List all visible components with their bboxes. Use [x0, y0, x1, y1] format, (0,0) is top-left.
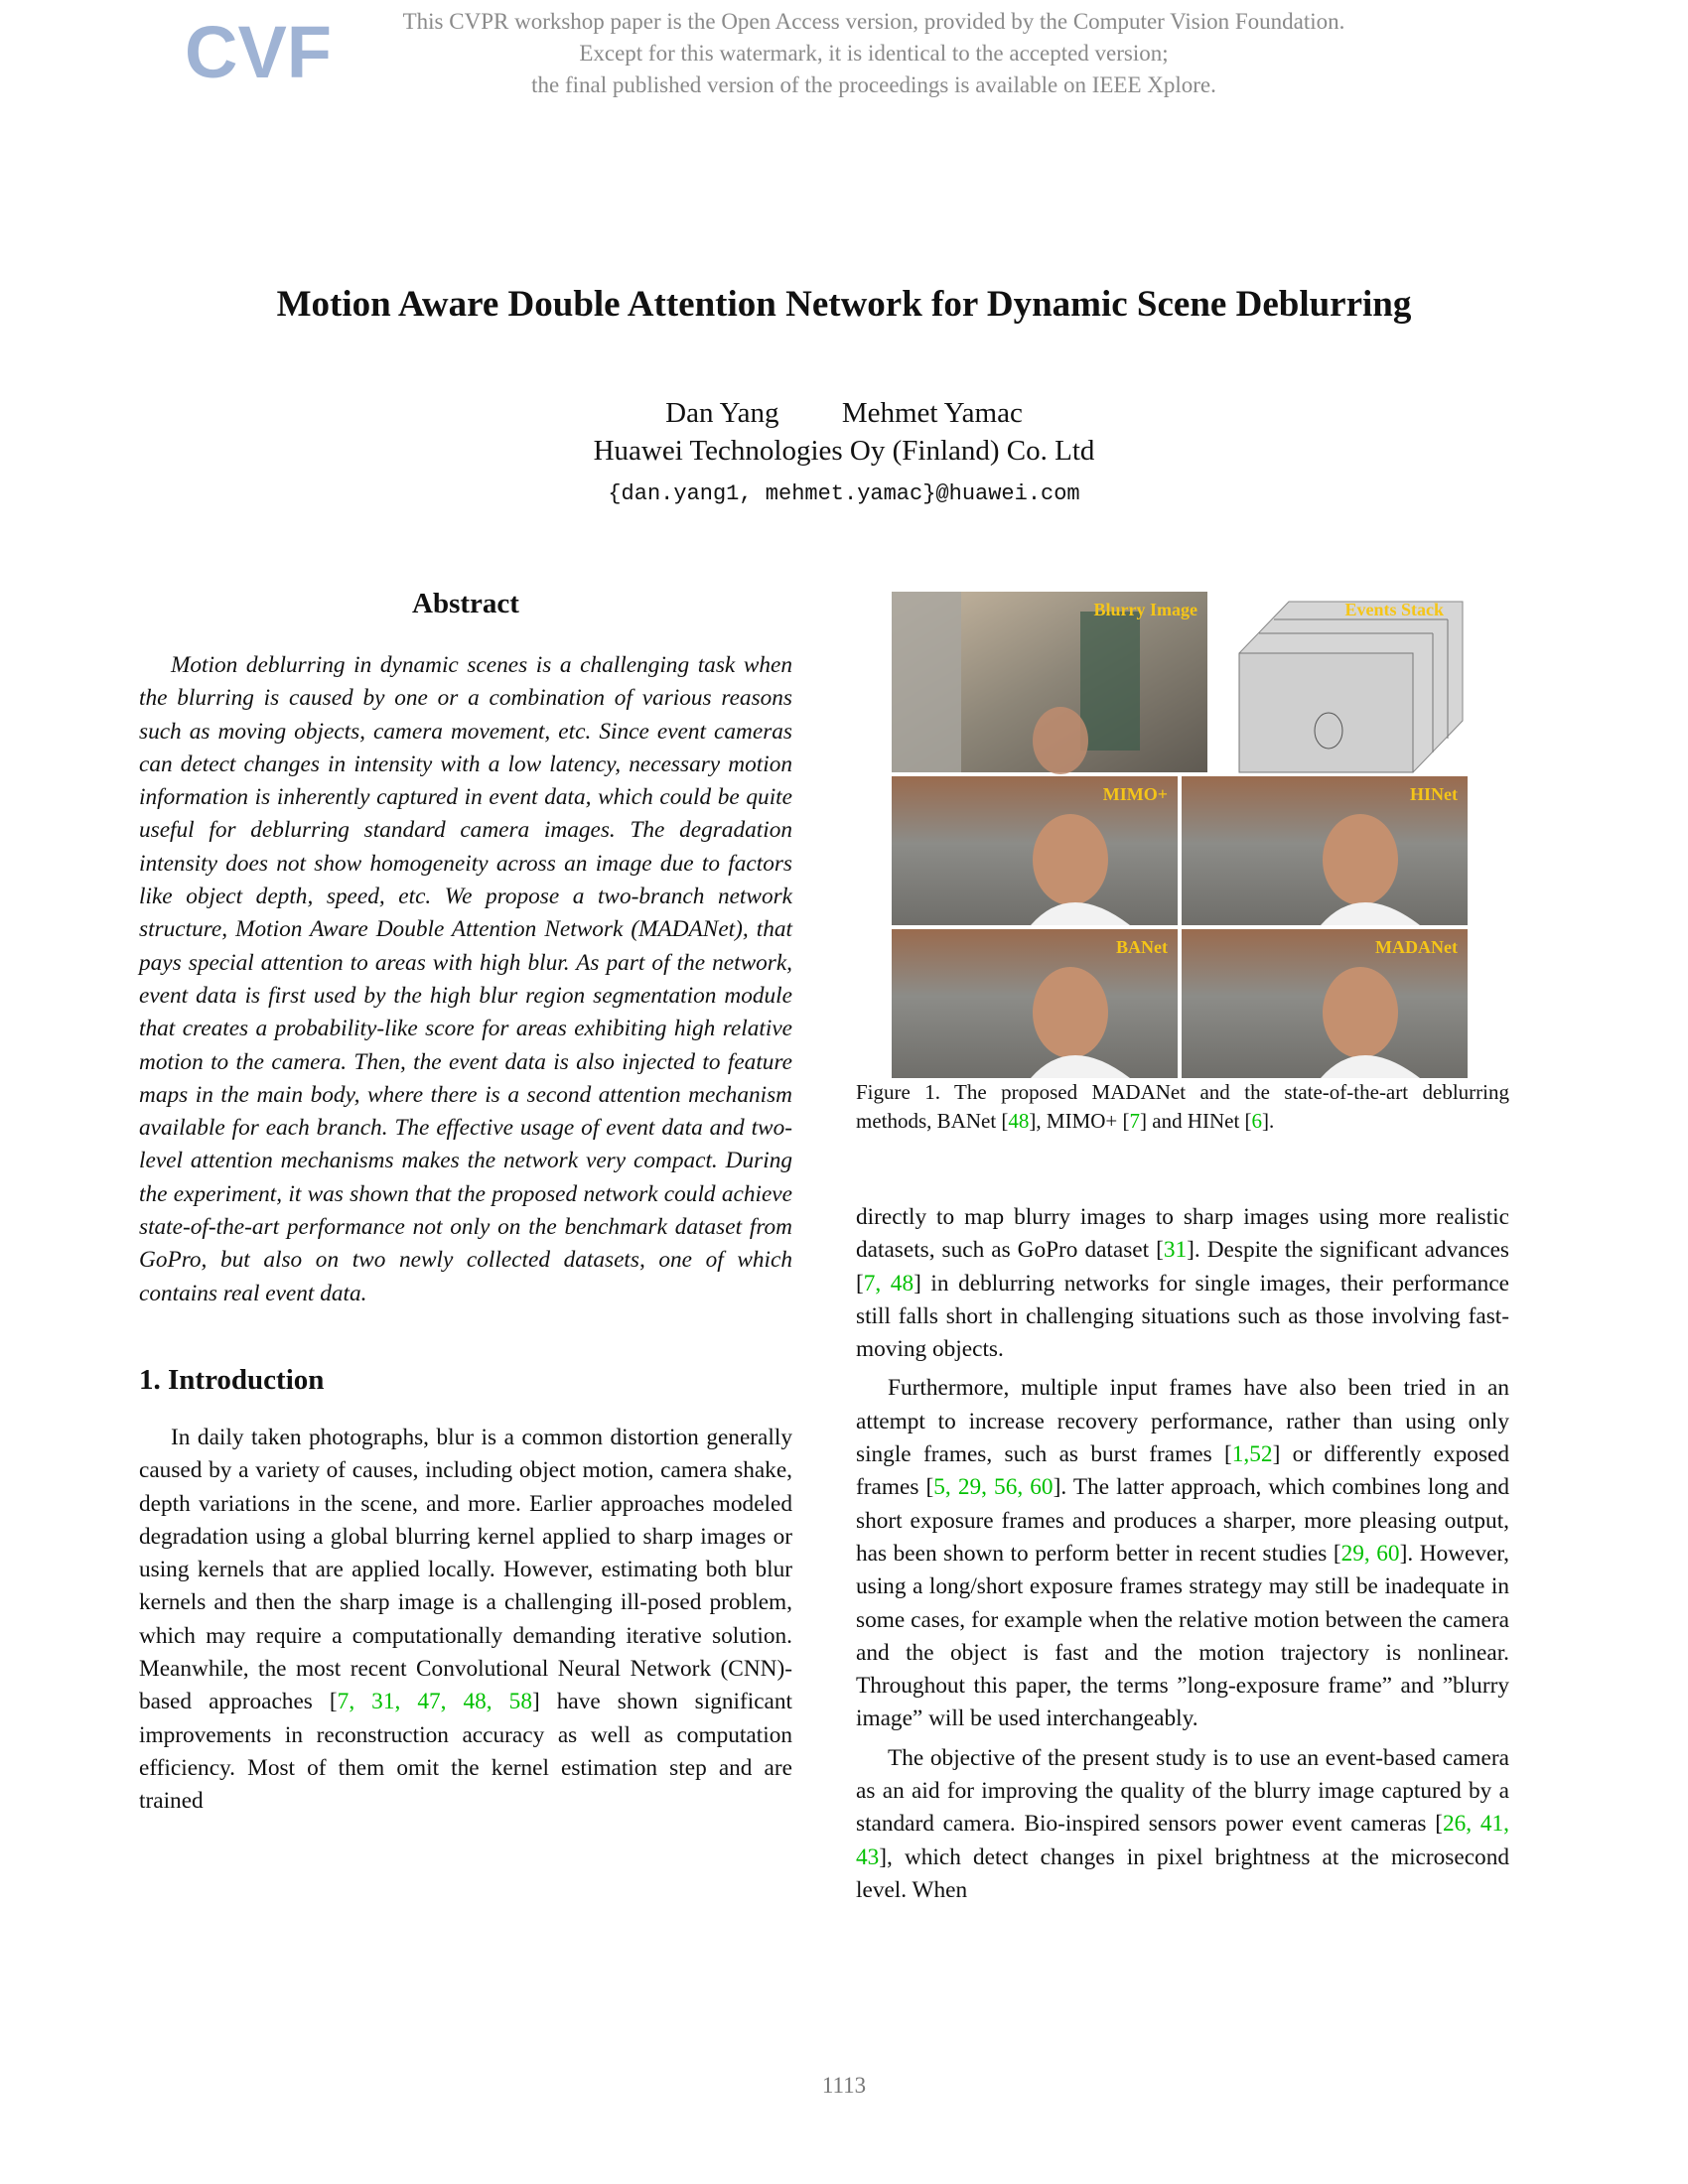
text-run: ]. The latter approach, which combines long and short exposure frames and produces a sharper, more pleasing output, has been shown to perform better in recent studies [ — [856, 1474, 1510, 1567]
cvf-logo — [185, 10, 332, 99]
text-run: Furthermore, multiple input frames have also been tried in an attempt to increase recovery performance, rather than using only single frames, such as burst frames [ — [856, 1375, 1509, 1468]
figure-1 — [892, 592, 1468, 1078]
citation-link[interactable]: 5, 29, 56, 60 — [933, 1474, 1054, 1501]
text-run: ], MIMO+ [ — [1029, 1109, 1130, 1133]
figure-1-image — [892, 592, 1468, 1078]
paper-title: Motion Aware Double Attention Network for Dynamic Scene Deblurring — [276, 284, 1412, 325]
text-run: ] in deblurring networks for single images, their performance still falls short in challenging situations such as those involving fast-moving objects. — [856, 1270, 1509, 1363]
watermark-line-2: Except for this watermark, it is identical to the accepted version; — [579, 41, 1169, 66]
banet-panel — [892, 929, 1178, 1078]
citation-link[interactable]: 31 — [1163, 1237, 1188, 1264]
author-1: Dan Yang — [665, 397, 779, 429]
hinet-label: HINet — [1410, 784, 1458, 804]
cvf-logo-text: CVF — [185, 11, 332, 93]
authors — [0, 397, 1688, 430]
text-run: ] and HINet [ — [1140, 1109, 1252, 1133]
hinet-panel — [1182, 776, 1468, 925]
text-run: In daily taken photographs, blur is a common distortion generally caused by a variety of causes, including object motion, camera shake, depth variations in the scene, and more. Earlier approaches modeled degradation using a global blurring kernel applied to sharp images or using kernels that are applied locally. However, estimating both blur kernels and then the sharp image is a challenging ill-posed problem, which may require a computationally demanding iterative solution. Meanwhile, the most recent Convolutional Neural Network (CNN)-based approaches [ — [139, 1424, 792, 1715]
madanet-panel — [1182, 929, 1468, 1078]
text-run: Figure 1. The proposed MADANet and the state-of-the-art deblurring methods, BANet [ — [856, 1080, 1509, 1133]
citation-link[interactable]: 29, 60 — [1340, 1540, 1400, 1567]
citation-link[interactable]: 7, 48 — [863, 1270, 914, 1297]
citation-link[interactable]: 6 — [1251, 1109, 1263, 1133]
abstract-heading: Abstract — [412, 588, 519, 619]
events-stack-label: Events Stack — [1344, 600, 1444, 619]
text-run: ], which detect changes in pixel brightness at the microsecond level. When — [856, 1843, 1509, 1903]
intro-paragraph-1 — [139, 1422, 792, 1819]
text-run: The objective of the present study is to use an event-based camera as an aid for improving the quality of the blurry image captured by a standard camera. Bio-inspired sensors power event cameras [ — [856, 1744, 1509, 1838]
citation-link[interactable]: 1,52 — [1231, 1441, 1273, 1468]
text-run: ] have shown significant improvements in reconstruction accuracy as well as computation efficiency. Most of them omit the kernel estimation step and are trained — [139, 1689, 792, 1815]
abstract-text: Motion deblurring in dynamic scenes is a challenging task when the blurring is caused by one or a combination of various reasons such as moving objects, camera movement, etc. Since event cameras can detect changes in intensity with a low latency, necessary motion information is inherently captured in event data, which could be quite useful for deblurring standard camera images. The degradation intensity does not show homogeneity across an image due to factors like object depth, speed, etc. We propose a two-branch network structure, Motion Aware Double Attention Network (MADANet), that pays special attention to areas with high blur. As part of the network, event data is first used by the high blur region segmentation module that creates a probability-like score for areas exhibiting high relative motion to the camera. Then, the event data is also injected to feature maps in the main body, where there is a second attention mechanism available for each branch. The effective usage of event data and two-level attention mechanisms makes the network very compact. During the experiment, it was shown that the proposed network could achieve state-of-the-art performance not only on the benchmark dataset from GoPro, but also on two newly collected datasets, one of which contains real event data. — [139, 652, 792, 1306]
author-2: Mehmet Yamac — [841, 397, 1023, 429]
text-run: ]. — [1262, 1109, 1275, 1133]
text-run: ] or differently exposed frames [ — [856, 1441, 1509, 1501]
watermark-line-3: the final published version of the proceedings is available on IEEE Xplore. — [531, 72, 1216, 97]
right-column — [856, 1201, 1509, 1913]
intro-paragraph-3 — [856, 1372, 1509, 1735]
intro-paragraph-2 — [856, 1201, 1509, 1366]
citation-link[interactable]: 7 — [1129, 1109, 1140, 1133]
citation-link[interactable]: 48 — [1008, 1109, 1030, 1133]
text-run: directly to map blurry images to sharp images using more realistic datasets, such as GoPro dataset [ — [856, 1204, 1509, 1264]
affiliation: Huawei Technologies Oy (Finland) Co. Ltd — [593, 435, 1095, 467]
mimo-panel — [892, 776, 1178, 925]
text-run: ]. However, using a long/short exposure frames strategy may still be inadequate in some cases, for example when the relative motion between the camera and the object is fast and the motion trajectory is nonlinear. Throughout this paper, the terms ”long-exposure frame” and ”blurry image” will be used interchangeably. — [856, 1540, 1509, 1732]
citation-link[interactable]: 7, 31, 47, 48, 58 — [337, 1689, 532, 1715]
email: {dan.yang1, mehmet.yamac}@huawei.com — [608, 481, 1080, 506]
left-column — [139, 586, 792, 1825]
watermark-line-1: This CVPR workshop paper is the Open Access version, provided by the Computer Vision Foundation. — [402, 9, 1345, 34]
page-number: 1113 — [821, 2073, 867, 2098]
blurry-image-panel — [892, 592, 1207, 774]
text-run: ]. Despite the significant advances [ — [856, 1237, 1509, 1297]
mimo-label: MIMO+ — [1102, 784, 1168, 804]
watermark — [328, 6, 1420, 101]
introduction-heading: 1. Introduction — [139, 1363, 325, 1396]
blurry-image-label: Blurry Image — [1093, 600, 1197, 619]
citation-link[interactable]: 26, 41, 43 — [856, 1811, 1509, 1870]
intro-paragraph-4 — [856, 1742, 1509, 1907]
figure-1-caption — [856, 1078, 1509, 1136]
banet-label: BANet — [1116, 937, 1168, 957]
madanet-label: MADANet — [1375, 937, 1458, 957]
events-stack-panel — [1211, 592, 1468, 772]
